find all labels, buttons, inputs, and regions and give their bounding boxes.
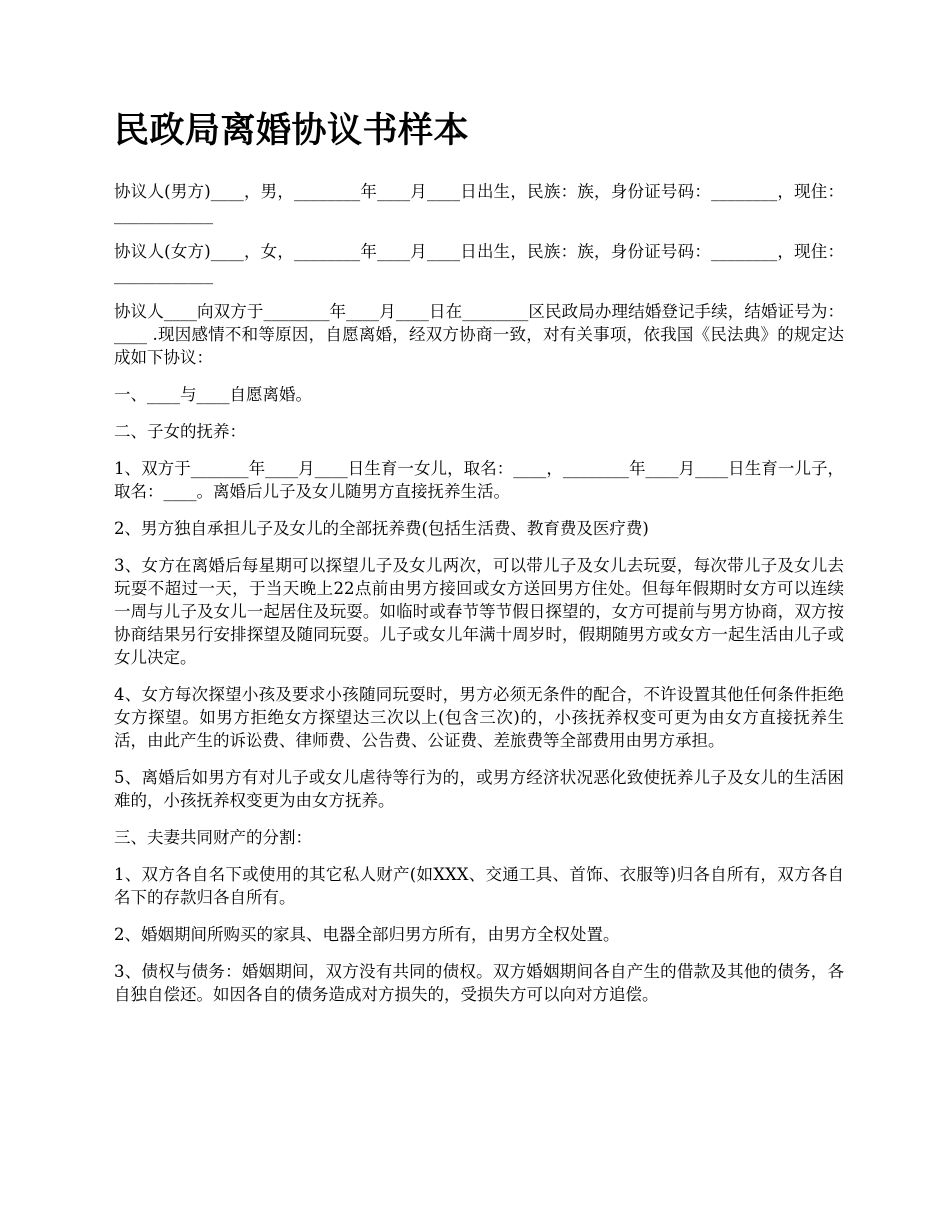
property-clause-3: 3、债权与债务：婚姻期间，双方没有共同的债权。双方婚姻期间各自产生的借款及其他的债务，各自独自偿还。如因各自的债务造成对方损失的，受损失方可以向对方追偿。 bbox=[114, 961, 844, 1004]
section-1-heading: 一、____与____自愿离婚。 bbox=[114, 384, 312, 404]
property-clause-2: 2、婚姻期间所购买的家具、电器全部归男方所有，由男方全权处置。 bbox=[114, 924, 620, 944]
custody-clause-5: 5、离婚后如男方有对儿子或女儿虐待等行为的，或男方经济状况恶化致使抚养儿子及女儿的生活困难的，小孩抚养权变更为由女方抚养。 bbox=[114, 767, 844, 810]
custody-clause-3: 3、女方在离婚后每星期可以探望儿子及女儿两次，可以带儿子及女儿去玩耍，每次带儿子及女儿去玩耍不超过一天，于当天晚上22点前由男方接回或女方送回男方住处。但每年假期时女方可以连续一周与儿子及女儿一起居住及玩耍。如临时或春节等节假日探望的，女方可提前与男方协商，双方按协商结果另行安排探望及随同玩耍。儿子或女儿年满十周岁时，假期随男方或女方一起生活由儿子或女儿决定。 bbox=[114, 555, 844, 667]
preamble-paragraph: 协议人____向双方于________年____月____日在________区民政局办理结婚登记手续，结婚证号为：____ .现因感情不和等原因，自愿离婚，经双方协商一致，对有关事项，依我国《民法典》的规定达成如下协议： bbox=[114, 301, 844, 367]
property-clause-1: 1、双方各自名下或使用的其它私人财产(如XXX、交通工具、首饰、衣服等)归各自所有，双方各自名下的存款归各自所有。 bbox=[114, 864, 844, 907]
party-male-paragraph: 协议人(男方)____，男，________年____月____日出生，民族：族，身份证号码：________，现住：____________ bbox=[114, 181, 844, 224]
section-2-heading: 二、子女的抚养： bbox=[114, 421, 246, 441]
custody-clause-2: 2、男方独自承担儿子及女儿的全部抚养费(包括生活费、教育费及医疗费) bbox=[114, 518, 649, 538]
party-female-paragraph: 协议人(女方)____，女，________年____月____日出生，民族：族，身份证号码：________，现住：____________ bbox=[114, 241, 844, 284]
custody-clause-1: 1、双方于_______年____月____日生育一女儿，取名：____，________年____月____日生育一儿子，取名：____。离婚后儿子及女儿随男方直接抚养生活。 bbox=[114, 458, 844, 501]
section-3-heading: 三、夫妻共同财产的分割： bbox=[114, 827, 312, 847]
document-page bbox=[114, 108, 844, 1020]
document-title: 民政局离婚协议书样本 bbox=[114, 110, 470, 151]
custody-clause-4: 4、女方每次探望小孩及要求小孩随同玩耍时，男方必须无条件的配合，不许设置其他任何条件拒绝女方探望。如男方拒绝女方探望达三次以上(包含三次)的，小孩抚养权变可更为由女方直接抚养生活，由此产生的诉讼费、律师费、公告费、公证费、差旅费等全部费用由男方承担。 bbox=[114, 684, 844, 750]
